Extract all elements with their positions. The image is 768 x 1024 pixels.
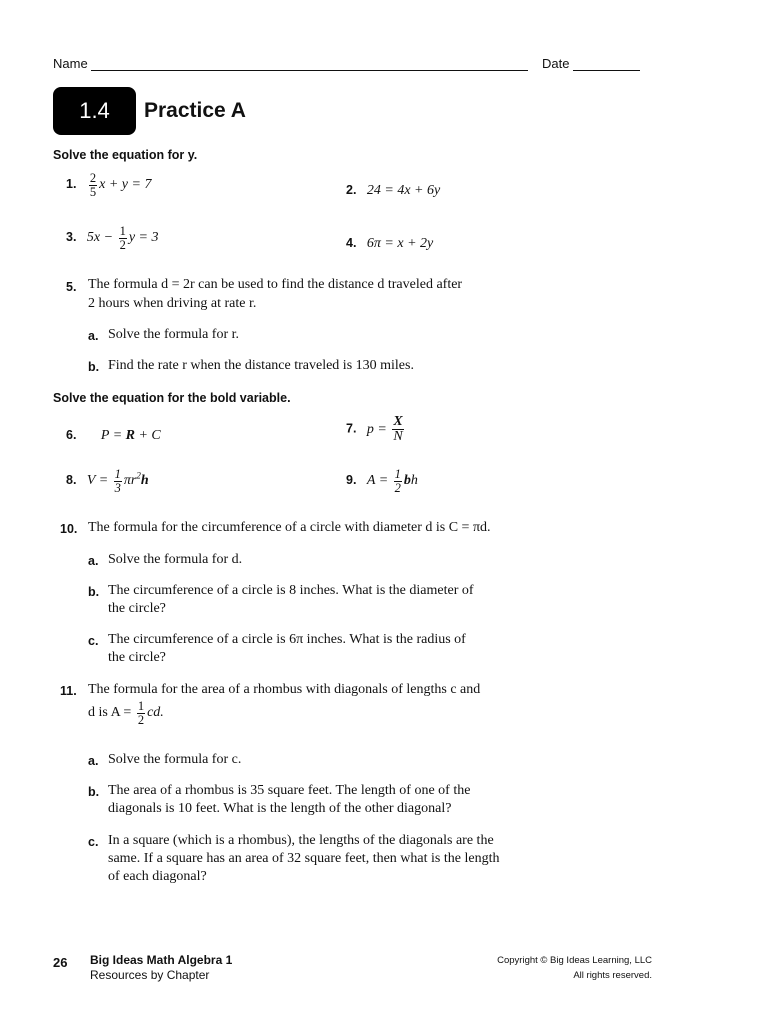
part-a-label: a. xyxy=(88,554,99,568)
name-blank-line[interactable] xyxy=(91,58,528,71)
problem-10a-text: Solve the formula for d. xyxy=(108,552,243,567)
problem-11c-line-3: of each diagonal? xyxy=(108,869,207,884)
problem-number: 7. xyxy=(346,421,357,436)
problem-10c-line-1: The circumference of a circle is 6π inches. What is the radius of xyxy=(108,632,466,647)
problem-number: 4. xyxy=(346,236,357,250)
equation: 24 = 4x + 6y xyxy=(366,183,441,198)
problem-number: 5. xyxy=(66,280,77,294)
part-c-label: c. xyxy=(88,634,99,648)
problem-11-text-line-1: The formula for the area of a rhombus with diagonals of lengths c and xyxy=(88,682,481,697)
equation: P = R + C xyxy=(100,428,161,443)
problem-10b-line-2: the circle? xyxy=(108,601,166,616)
fraction: $\frac{1}{3}$ xyxy=(114,467,121,495)
book-title: Big Ideas Math Algebra 1 xyxy=(90,953,233,967)
equation: x + y = 7 xyxy=(99,177,152,193)
instruction-solve-for-y: Solve the equation for y. xyxy=(53,148,198,162)
section-badge xyxy=(53,87,136,135)
problem-10c-line-2: the circle? xyxy=(108,650,166,665)
problem-5 xyxy=(66,278,76,296)
problem-11b-line-2: diagonals is 10 feet. What is the length of the other diagonal? xyxy=(108,801,452,816)
problem-5-text-line-1: The formula d = 2r can be used to find the distance d traveled after xyxy=(88,277,463,292)
problem-number: 3. xyxy=(66,230,77,245)
problem-10b-line-1: The circumference of a circle is 8 inches. What is the diameter of xyxy=(108,583,474,598)
part-a-label: a. xyxy=(88,754,99,768)
date-field xyxy=(542,56,640,71)
problem-number: 2. xyxy=(346,183,357,197)
problem-number: 11. xyxy=(60,684,77,698)
problem-11c-line-1: In a square (which is a rhombus), the lengths of the diagonals are the xyxy=(108,833,494,848)
problem-11a-text: Solve the formula for c. xyxy=(108,752,242,767)
fraction: $\frac{2}{5}$ xyxy=(89,171,97,199)
problem-11c-line-2: same. If a square has an area of 32 square feet, then what is the length xyxy=(108,851,500,866)
problem-1 xyxy=(66,172,151,198)
rights-notice: All rights reserved. xyxy=(573,970,652,981)
problem-number: 8. xyxy=(66,473,77,488)
problem-11-text-line-2: d is A = $\frac{1}{2}$ cd. xyxy=(88,699,164,727)
problem-2 xyxy=(346,181,440,199)
name-label: Name xyxy=(53,56,88,71)
fraction: $\frac{1}{2}$ xyxy=(137,699,145,727)
problem-10-text: The formula for the circumference of a circle with diameter d is C = πd. xyxy=(88,520,491,535)
date-label: Date xyxy=(542,56,570,71)
problem-7: 7. p = $\frac{X}{N}$ xyxy=(346,414,403,444)
section-title: Practice A xyxy=(144,99,246,122)
section-number: 1.4 xyxy=(79,98,110,123)
problem-5b-text: Find the rate r when the distance traveled is 130 miles. xyxy=(108,358,414,373)
part-b-label: b. xyxy=(88,785,100,799)
equation: 6π = x + 2y xyxy=(366,236,434,251)
part-a-label: a. xyxy=(88,329,99,343)
book-subtitle: Resources by Chapter xyxy=(90,968,210,982)
fraction: $\frac{X}{N}$ xyxy=(393,414,403,444)
problem-number: 9. xyxy=(346,473,357,488)
problem-number: 6. xyxy=(66,428,77,442)
name-field xyxy=(53,56,528,71)
page-number: 26 xyxy=(53,955,68,970)
problem-number: 10. xyxy=(60,522,78,536)
part-c-label: c. xyxy=(88,835,99,849)
part-b-label: b. xyxy=(88,360,100,374)
problem-6 xyxy=(66,426,161,444)
instruction-solve-for-bold: Solve the equation for the bold variable. xyxy=(53,391,291,405)
problem-11b-line-1: The area of a rhombus is 35 square feet. The length of one of the xyxy=(108,783,471,798)
problem-4 xyxy=(346,234,433,252)
problem-3: 3. 5x − $\frac{1}{2}$ y = 3 xyxy=(66,224,159,252)
problem-number: 1. xyxy=(66,177,77,192)
fraction: $\frac{1}{2}$ xyxy=(394,467,401,495)
date-blank-line[interactable] xyxy=(573,58,640,71)
part-b-label: b. xyxy=(88,585,100,599)
problem-9: 9. A = $\frac{1}{2}$ bh xyxy=(346,467,418,495)
copyright-notice: Copyright © Big Ideas Learning, LLC xyxy=(497,955,652,966)
problem-5-text-line-2: 2 hours when driving at rate r. xyxy=(88,296,257,311)
problem-5a-text: Solve the formula for r. xyxy=(108,327,240,342)
fraction: $\frac{1}{2}$ xyxy=(119,224,126,252)
problem-8: 8. V = $\frac{1}{3}$ $\pi r^2h$ xyxy=(66,467,149,495)
